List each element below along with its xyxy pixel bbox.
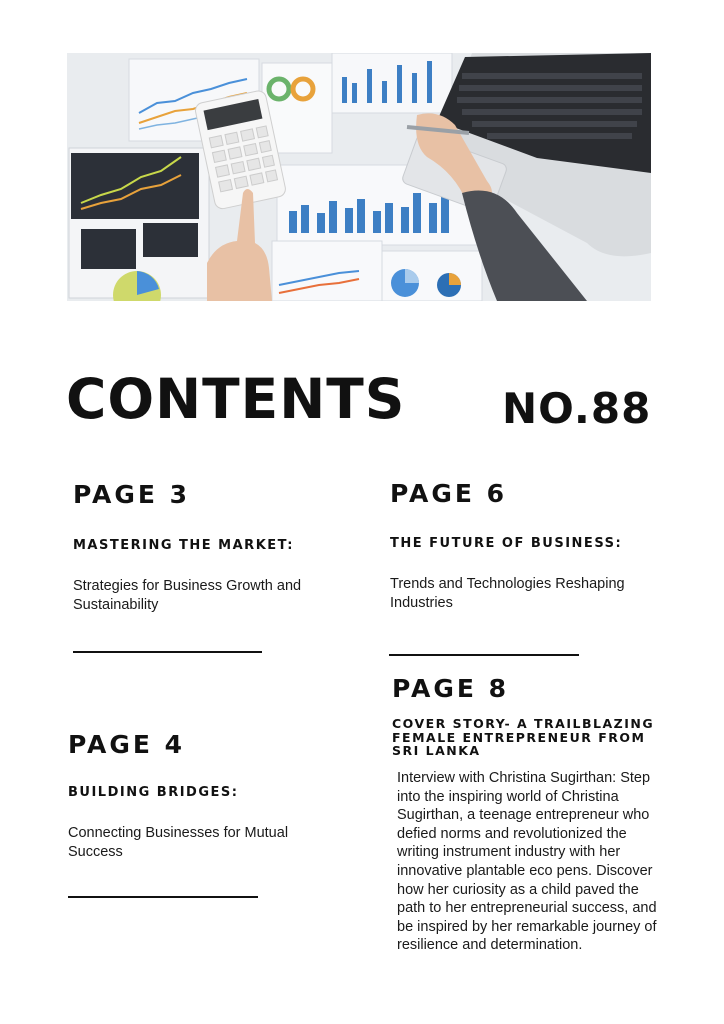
section-page-number: PAGE 8 [392, 674, 510, 703]
section-heading: COVER STORY- A TRAILBLAZING FEMALE ENTREPRENEUR FROM SRI LANKA [392, 716, 655, 758]
section-page-number: PAGE 6 [390, 479, 508, 508]
section-divider [389, 654, 579, 656]
section-heading: BUILDING BRIDGES: [68, 785, 239, 800]
section-body: Interview with Christina Sugirthan: Step into the inspiring world of Christina Sugirthan, a teenage entrepreneur who defied norms and revolutionized the writing instrument industry with her innovative plantable eco pens. Discover how her curiosity as a child paved the path to her entrepreneurial success, and be inspired by her remarkable journey of resilience and determination. [397, 770, 657, 954]
section-body: Connecting Businesses for Mutual Success [68, 825, 289, 860]
section-heading: MASTERING THE MARKET: [73, 538, 295, 553]
hero-image [67, 53, 651, 301]
section-page-number: PAGE 4 [68, 730, 186, 759]
section-body: Strategies for Business Growth and Sustainability [73, 578, 302, 613]
section-heading: THE FUTURE OF BUSINESS: [390, 536, 623, 551]
issue-number: NO.88 [502, 384, 652, 433]
section-divider [73, 651, 262, 653]
page-title: CONTENTS [66, 367, 406, 431]
section-divider [68, 896, 258, 898]
section-page-number: PAGE 3 [73, 480, 191, 509]
section-body: Trends and Technologies Reshaping Industries [390, 576, 625, 611]
